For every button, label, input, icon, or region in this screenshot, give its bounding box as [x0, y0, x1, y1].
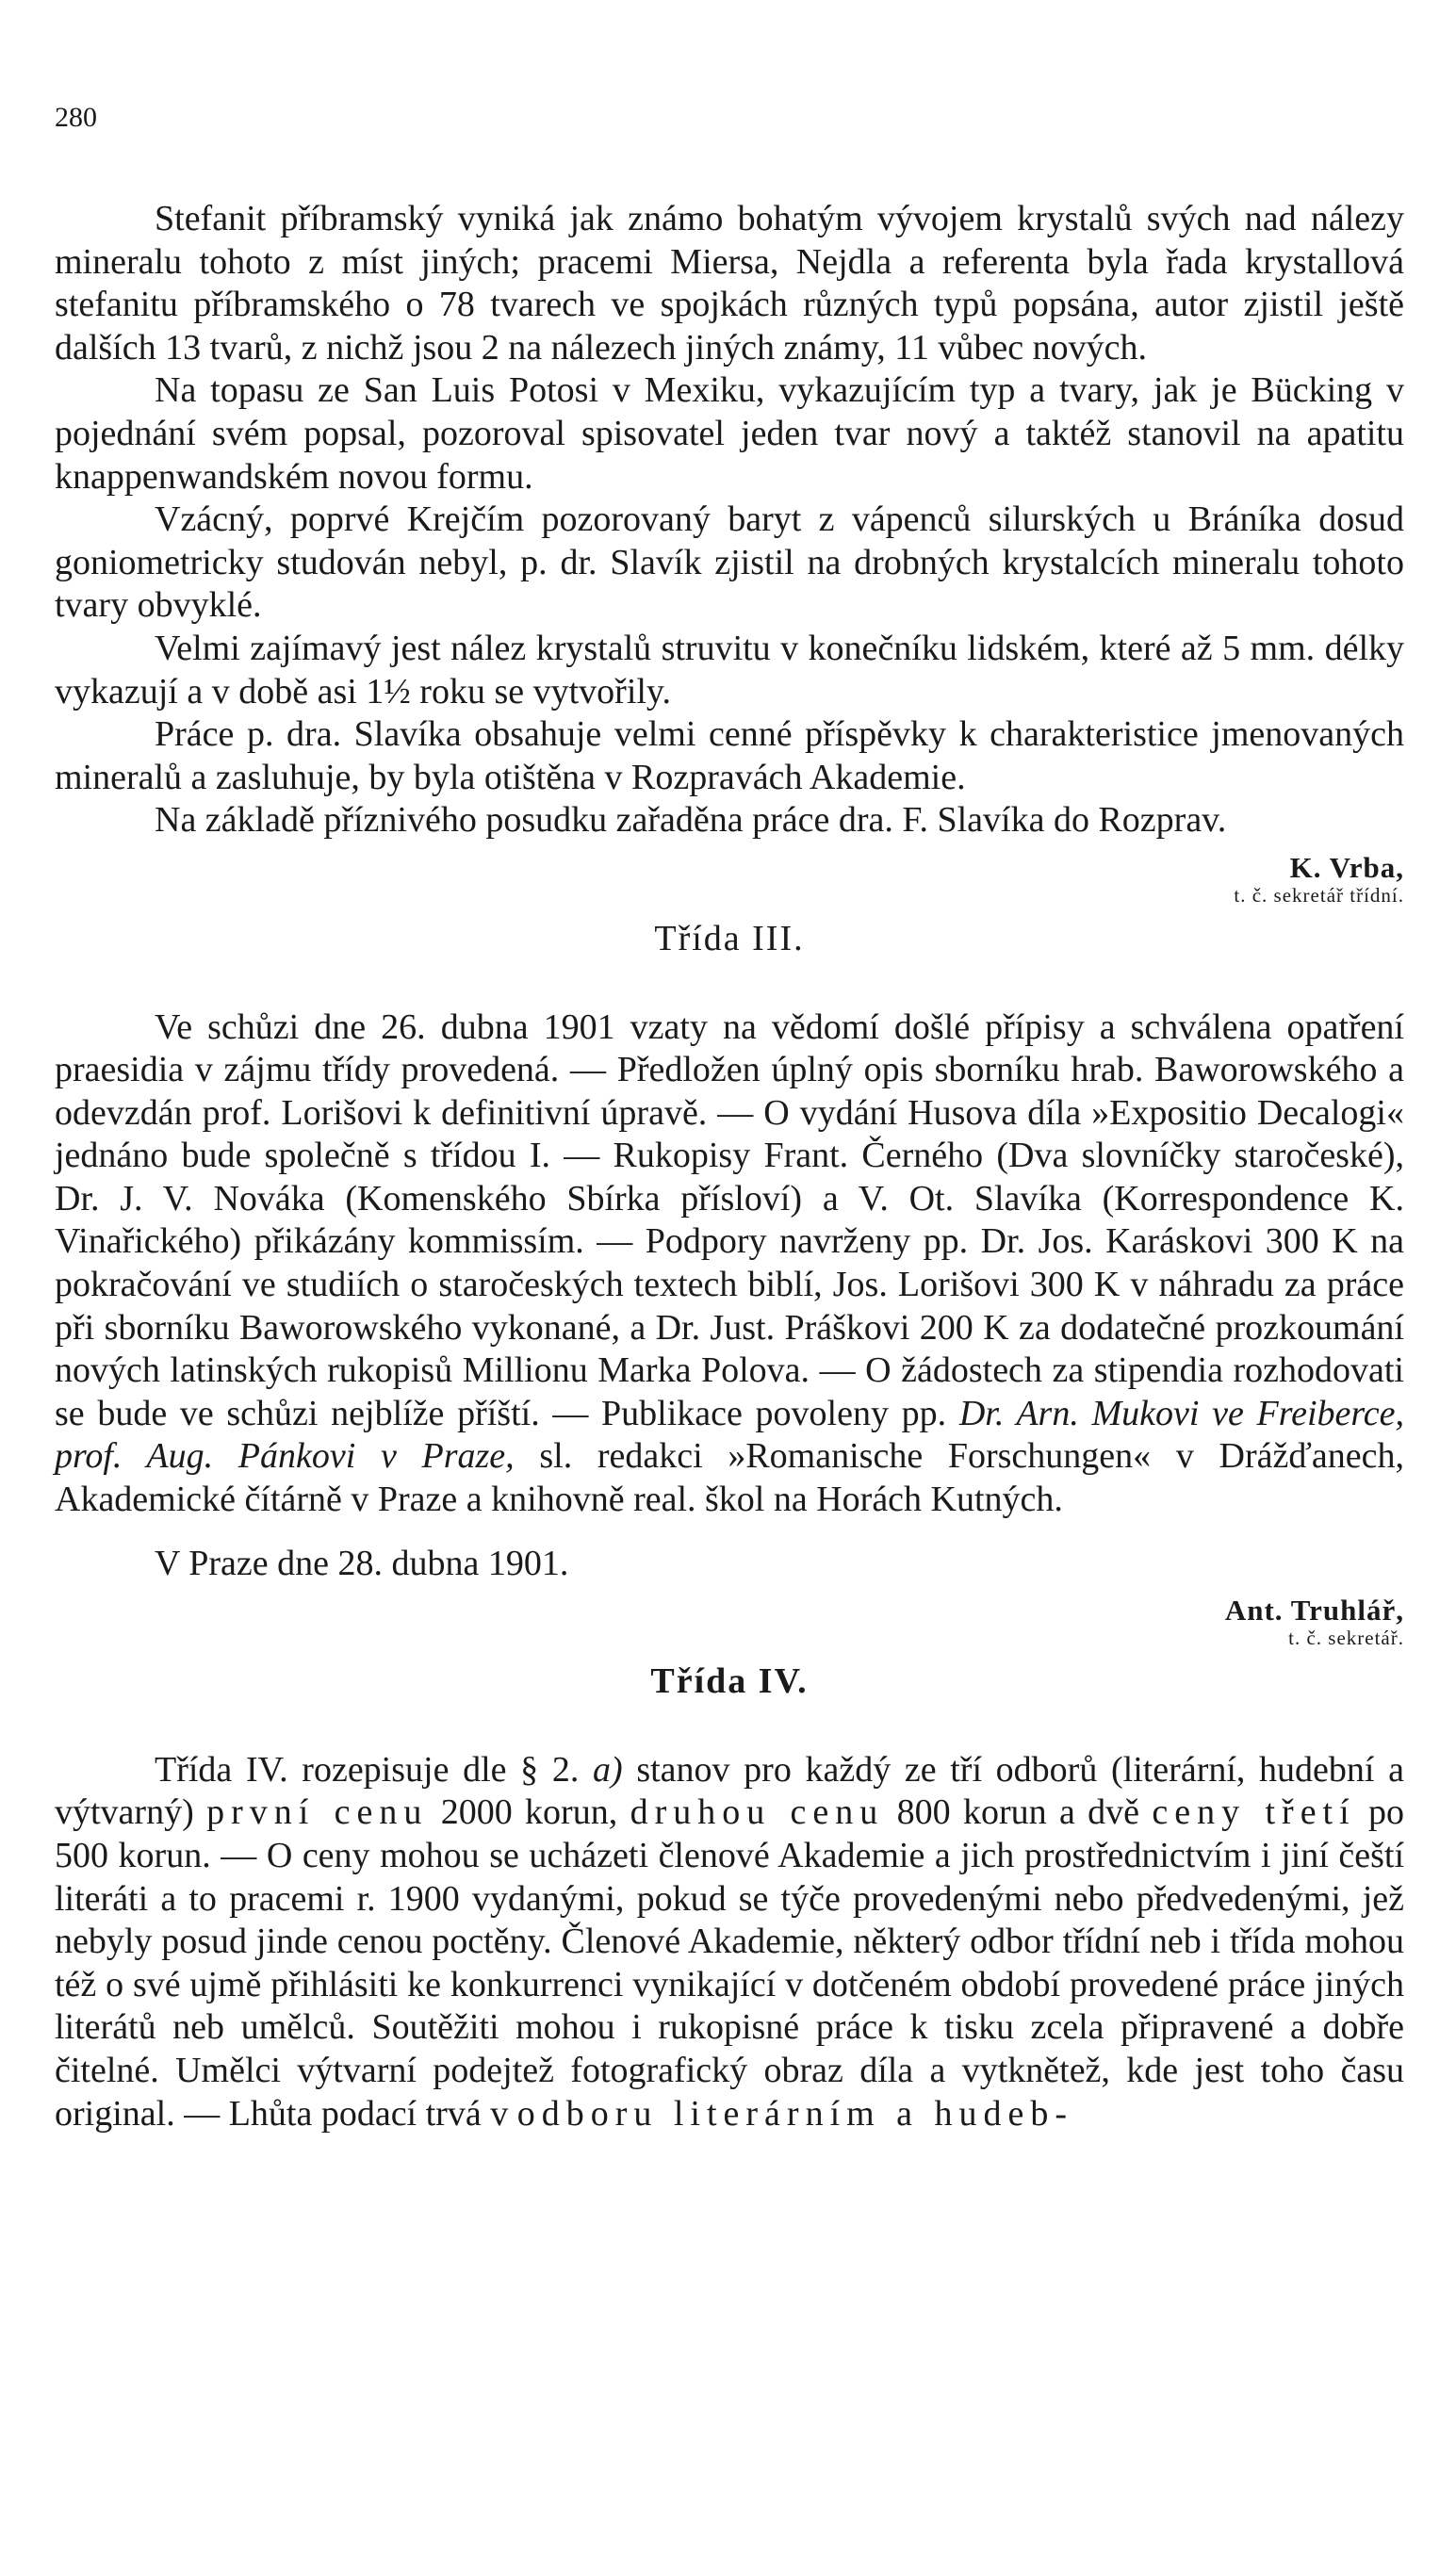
prize-label: první cenu — [206, 1792, 429, 1833]
paragraph: Na základě příznivého posudku zařaděna práce dra. F. Slavíka do Rozprav. — [155, 800, 1227, 841]
paragraph: Vzácný, poprvé Krejčím pozorovaný baryt z vápenců silurských u Bráníka dosud goniometricky studován nebyl, p. dr. Slavík zjistil na drobných krystalcích mineralu tohoto tvary obvyklé. — [55, 499, 1404, 626]
paragraph-text: Třída IV. rozepisuje dle § 2. — [155, 1749, 580, 1790]
paragraph: Velmi zajímavý jest nález krystalů struvitu v konečníku lidském, které až 5 mm. délky vykazují a v době asi 1½ roku se vytvořily. — [55, 628, 1404, 712]
section-heading-class-iii: Třída III. — [654, 918, 805, 958]
paragraph: Práce p. dra. Slavíka obsahuje velmi cenné příspěvky k charakteristice jmenovaných mineralů a zasluhuje, by byla otištěna v Rozpravách Akademie. — [55, 714, 1404, 797]
paragraph-text: a) — [593, 1749, 623, 1790]
paragraph-text: sl. redakci »Romanische Forschungen« v Drážďanech, Akademické čítárně v Praze a knihovně real. škol na Horách Kutných. — [55, 1436, 1405, 1520]
prize-label: druhou cenu — [630, 1792, 885, 1833]
paragraph — [55, 1749, 1404, 2135]
italic-names: Dr. Arn. Mukovi ve Freiberce, prof. Aug. Pánkovi v Praze, — [55, 1393, 1405, 1477]
paragraph — [55, 1006, 1404, 1522]
date-line: V Praze dne 28. dubna 1901. — [155, 1543, 569, 1583]
paragraph-text: 2000 korun, — [440, 1792, 618, 1833]
signature-name: K. Vrba, — [1289, 850, 1404, 884]
paragraph-text: Ve schůzi dne 26. dubna 1901 vzaty na vědomí došlé přípisy a schválena opatření praesidia v zájmu třídy provedená. — Předložen úplný opis sborníku hrab. Baworowského a odevzdán prof. Lorišovi k definitivní úpravě. — O vydání Husova díla »Expositio Decalogi« jednáno bude společně s třídou I. — Rukopisy Frant. Černého (Dva slovníčky staročeské), Dr. J. V. Nováka (Komenského Sbírka přísloví) a V. Ot. Slavíka (Korrespondence K. Vinařického) přikázány kommissím. — Podpory navrženy pp. Dr. Jos. Karáskovi 300 K na pokračování ve studiích o staročeských textech biblí, Jos. Lorišovi 300 K v náhradu za práce při sborníku Baworowského vykonané, a Dr. Just. Práškovi 200 K za dodatečné prozkoumání nových latinských rukopisů Millionu Marka Polova. — O žádostech za stipendia rozhodovati se bude ve schůzi nejblíže příští. — Publikace povoleny pp. — [55, 1006, 1404, 1433]
signature-name: Ant. Truhlář, — [1224, 1594, 1404, 1627]
page-number: 280 — [55, 102, 97, 133]
paragraph-text: 800 korun a dvě — [896, 1792, 1140, 1833]
paragraph: Na topasu ze San Luis Potosi v Mexiku, vykazujícím typ a tvary, jak je Bücking v pojednání svém popsal, pozoroval spisovatel jeden tvar nový a taktéž stanovil na apatitu knappenwandském novou formu. — [55, 370, 1404, 497]
paragraph-text: po 500 korun. — O ceny mohou se ucházeti členové Akademie a jich prostřednictvím i jiní čeští literáti a to pracemi r. 1900 vydanými, pokud se týče provedenými nebo předvedenými, jež nebyly posud jinde cenou poctěny. Členové Akademie, některý odbor třídní neb i třída mohou též o své ujmě přihlásiti ke konkurrenci vynikající v dotčeném období provedené práce jiných literátů neb umělců. Soutěžiti mohou i rukopisné práce k tisku zcela připravené a dobře čitelné. Umělci výtvarní podejtež fotografický obraz díla a vytknětež, kde jest toho času original. — Lhůta podací trvá v — [55, 1792, 1405, 2134]
paragraph-text: stanov pro každý ze tří odborů (literární, hudební a výtvarný) — [55, 1749, 1404, 1833]
page-body — [55, 198, 1404, 2135]
prize-label: ceny třetí — [1152, 1792, 1356, 1833]
section-heading-class-iv: Třída IV. — [650, 1661, 809, 1702]
paragraph: Stefanit příbramský vyniká jak známo bohatým vývojem krystalů svých nad nálezy mineralu tohoto z míst jiných; pracemi Miersa, Nejdla a referenta byla řada krystallová stefanitu příbramského o 78 tvarech ve spojkách různých typů popsána, autor zjistil ještě dalších 13 tvarů, z nichž jsou 2 na nálezech jiných známy, 11 vůbec nových. — [55, 199, 1404, 368]
signature-role: t. č. sekretář. — [1288, 1627, 1404, 1650]
signature-role: t. č. sekretář třídní. — [1234, 883, 1404, 907]
spaced-text: odboru literárním a hudeb- — [516, 2093, 1074, 2134]
